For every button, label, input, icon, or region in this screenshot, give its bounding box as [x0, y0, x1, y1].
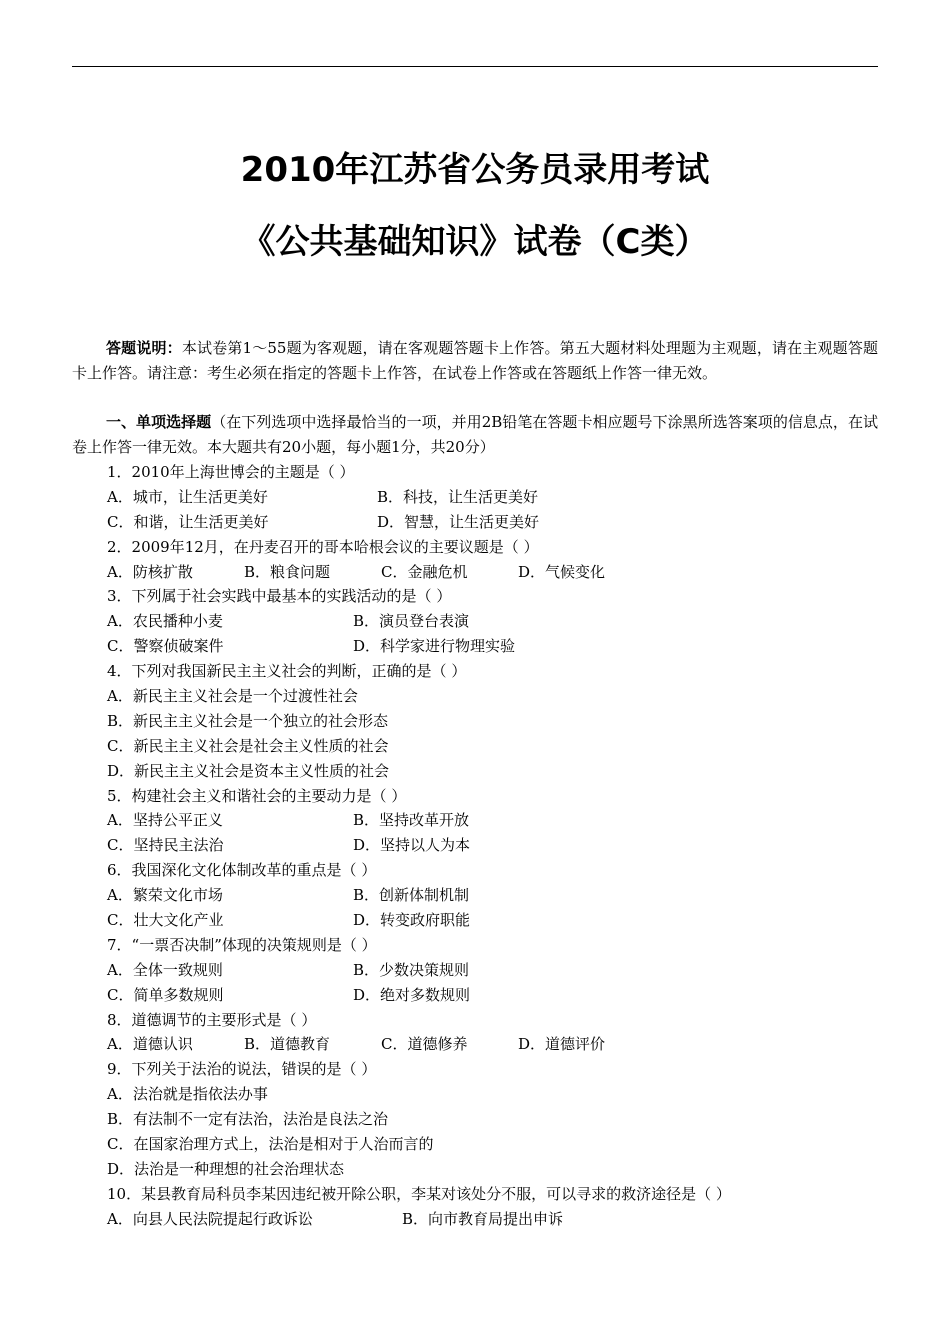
question-text: 4．下列对我国新民主主义社会的判断，正确的是（ ） [107, 662, 467, 681]
option-row [107, 833, 878, 858]
option-text: B．科技，让生活更美好 [377, 487, 539, 506]
option-text: A．道德认识 [107, 1035, 193, 1054]
option-text: C．和谐，让生活更美好 [107, 512, 269, 531]
option-row [107, 560, 878, 585]
question-text: 1．2010年上海世博会的主题是（ ） [107, 463, 355, 481]
option-text: C．在国家治理方式上，法治是相对于人治而言的 [107, 1135, 434, 1154]
option-text: A．全体一致规则 [107, 960, 223, 979]
question-stem [107, 858, 878, 883]
option-text: B．演员登台表演 [353, 612, 470, 631]
option-row [107, 958, 878, 983]
section-1-description: （在下列选项中选择最恰当的一项，并用2B铅笔在答题卡相应题号下涂黑所选答案项的信息点，在试卷上作答一律无效。本大题共有20小题，每小题1分，共20分） [72, 413, 878, 456]
option-text: B．坚持改革开放 [353, 811, 470, 830]
option-text: D．智慧，让生活更美好 [377, 512, 540, 531]
option-text: D．绝对多数规则 [353, 985, 471, 1004]
question-text: 7．“一票否决制”体现的决策规则是（ ） [107, 935, 377, 954]
option-text: B．少数决策规则 [353, 960, 470, 979]
option-text: B．粮食问题 [244, 562, 331, 581]
option-row [107, 808, 878, 833]
option-text: A．农民播种小麦 [107, 612, 223, 631]
option-row [107, 1132, 878, 1157]
option-row [107, 684, 878, 709]
question-stem [107, 933, 878, 958]
question-text: 2．2009年12月，在丹麦召开的哥本哈根会议的主要议题是（ ） [107, 537, 539, 556]
question-stem [107, 1057, 878, 1082]
question-text: 8．道德调节的主要形式是（ ） [107, 1010, 317, 1029]
option-text: B．新民主主义社会是一个独立的社会形态 [107, 711, 389, 730]
question-text: 3．下列属于社会实践中最基本的实践活动的是（ ） [107, 587, 452, 606]
option-text: D．转变政府职能 [353, 911, 471, 930]
question-stem [107, 584, 878, 609]
exam-title-line2: 《公共基础知识》试卷（C类） [241, 222, 709, 262]
option-row [107, 908, 878, 933]
question-text: 9．下列关于法治的说法，错误的是（ ） [107, 1060, 377, 1079]
option-text: A．向县人民法院提起行政诉讼 [107, 1209, 313, 1228]
option-text: C．警察侦破案件 [107, 637, 224, 656]
option-row [107, 634, 878, 659]
option-text: A．法治就是指依法办事 [107, 1085, 268, 1104]
option-text: C．壮大文化产业 [107, 911, 224, 930]
question-stem [107, 535, 878, 560]
question-stem [107, 1008, 878, 1033]
option-row [107, 1032, 878, 1057]
option-row [107, 759, 878, 784]
question-text: 6．我国深化文化体制改革的重点是（ ） [107, 861, 377, 880]
option-text: D．法治是一种理想的社会治理状态 [107, 1159, 345, 1178]
option-row [107, 1082, 878, 1107]
option-text: B．创新体制机制 [353, 886, 470, 905]
option-text: D．道德评价 [518, 1035, 606, 1054]
option-text: C．简单多数规则 [107, 985, 224, 1004]
instructions-paragraph [72, 336, 878, 386]
instructions-text: 本试卷第1～55题为客观题，请在客观题答题卡上作答。第五大题材料处理题为主观题，请在主观题答题卡上作答。请注意：考生必须在指定的答题卡上作答，在试卷上作答或在答题纸上作答一律无效。 [72, 339, 878, 382]
header-rule [72, 66, 878, 67]
option-text: D．气候变化 [518, 562, 606, 581]
option-text: A．繁荣文化市场 [107, 886, 223, 905]
question-text: 10．某县教育局科员李某因违纪被开除公职，李某对该处分不服，可以寻求的救济途径是（ ） [107, 1184, 731, 1203]
option-row [107, 1107, 878, 1132]
option-text: A．新民主主义社会是一个过渡性社会 [107, 687, 358, 706]
option-text: A．坚持公平正义 [107, 811, 223, 830]
option-row [107, 734, 878, 759]
option-row [107, 609, 878, 634]
option-text: D．科学家进行物理实验 [353, 637, 516, 656]
option-text: B．向市教育局提出申诉 [402, 1209, 564, 1228]
option-text: C．道德修养 [381, 1035, 468, 1054]
option-row [107, 709, 878, 734]
question-stem [107, 659, 878, 684]
option-text: C．坚持民主法治 [107, 836, 224, 855]
question-stem [107, 460, 878, 485]
question-stem [107, 1182, 878, 1207]
option-row [107, 1207, 878, 1232]
option-row [107, 485, 878, 510]
option-row [107, 983, 878, 1008]
option-text: D．新民主主义社会是资本主义性质的社会 [107, 761, 390, 780]
section-1-label: 一、单项选择题 [106, 413, 212, 431]
option-row [107, 1157, 878, 1182]
instructions-label: 答题说明： [106, 339, 182, 357]
exam-title-line1: 2010年江苏省公务员录用考试 [240, 150, 710, 190]
question-text: 5．构建社会主义和谐社会的主要动力是（ ） [107, 786, 407, 805]
option-text: B．有法制不一定有法治，法治是良法之治 [107, 1110, 389, 1129]
option-text: A．城市，让生活更美好 [107, 487, 268, 506]
question-stem [107, 784, 878, 809]
option-row [107, 510, 878, 535]
option-row [107, 883, 878, 908]
option-text: D．坚持以人为本 [353, 836, 471, 855]
section-1-heading [72, 410, 878, 460]
option-text: C．新民主主义社会是社会主义性质的社会 [107, 736, 389, 755]
question-list [107, 460, 878, 1232]
option-text: C．金融危机 [381, 562, 468, 581]
option-text: B．道德教育 [244, 1035, 331, 1054]
option-text: A．防核扩散 [107, 562, 193, 581]
